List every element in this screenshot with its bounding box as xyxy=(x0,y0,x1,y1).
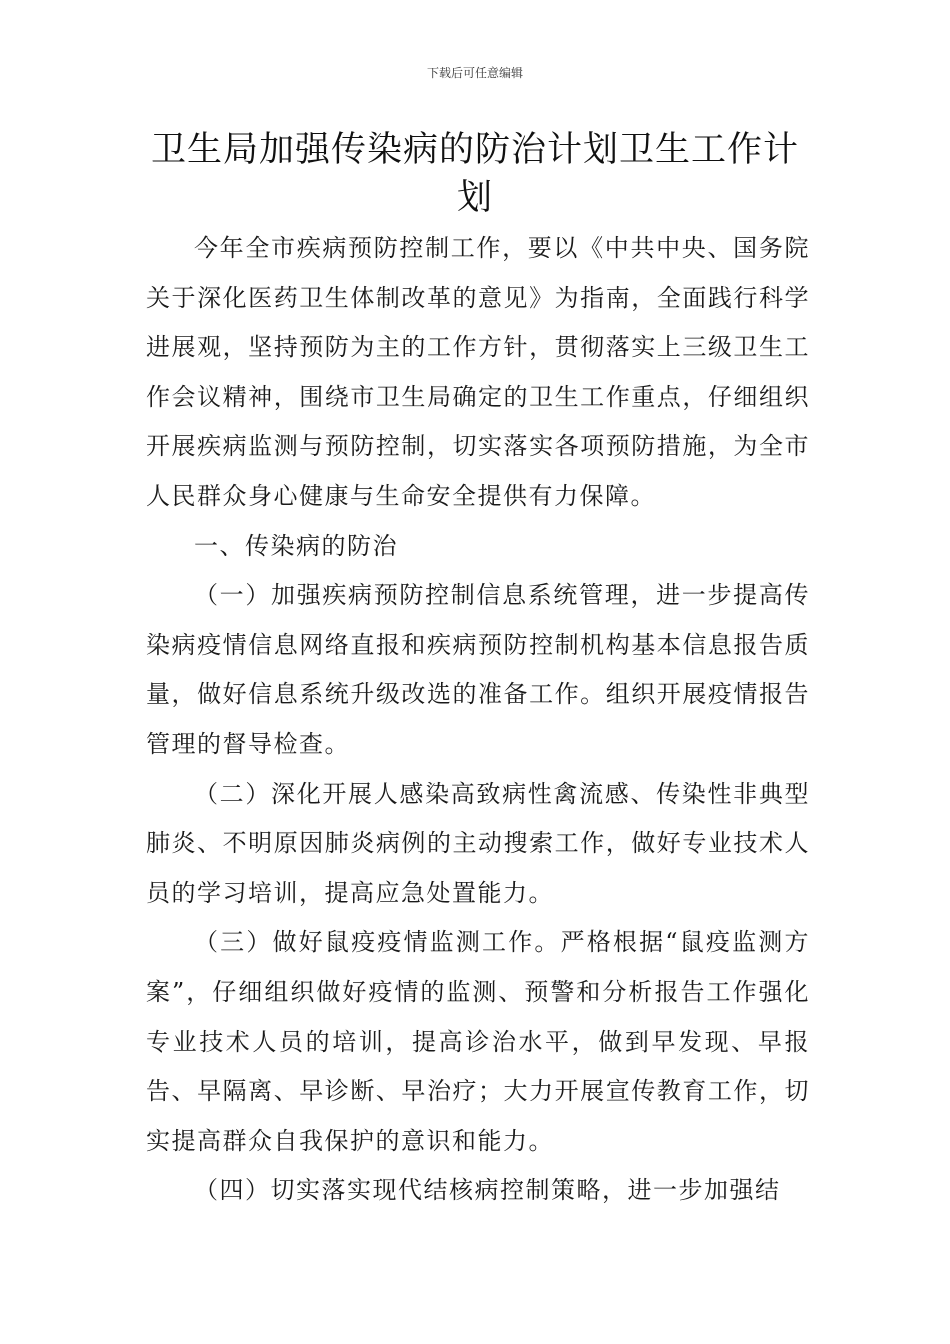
paragraph-intro: 今年全市疾病预防控制工作，要以《中共中央、国务院关于深化医药卫生体制改革的意见》为指南，全面践行科学进展观，坚持预防为主的工作方针，贯彻落实上三级卫生工作会议精神，围绕市卫生局确定的卫生工作重点，仔细组织开展疾病监测与预防控制，切实落实各项预防措施，为全市人民群众身心健康与生命安全提供有力保障。 xyxy=(146,234,810,510)
document-title: 卫生局加强传染病的防治计划卫生工作计划 xyxy=(150,130,799,218)
paragraph-item-3: （三）做好鼠疫疫情监测工作。严格根据“鼠疫监测方案”，仔细组织做好疫情的监测、预警和分析报告工作强化专业技术人员的培训，提高诊治水平，做到早发现、早报告、早隔离、早诊断、早治疗；大力开展宣传教育工作，切实提高群众自我保护的意识和能力。 xyxy=(146,928,810,1155)
section-heading-infectious-disease: 一、传染病的防治 xyxy=(194,531,398,560)
paragraph-item-4: （四）切实落实现代结核病控制策略，进一步加强结 xyxy=(194,1176,781,1205)
paragraph-item-1: （一）加强疾病预防控制信息系统管理，进一步提高传染病疫情信息网络直报和疾病预防控制机构基本信息报告质量，做好信息系统升级改选的准备工作。组织开展疫情报告管理的督导检查。 xyxy=(146,581,810,758)
document-body xyxy=(146,224,810,1216)
header-note: 下载后可任意编辑 xyxy=(426,66,523,80)
paragraph-item-2: （二）深化开展人感染高致病性禽流感、传染性非典型肺炎、不明原因肺炎病例的主动搜索工作，做好专业技术人员的学习培训，提高应急处置能力。 xyxy=(146,779,810,907)
